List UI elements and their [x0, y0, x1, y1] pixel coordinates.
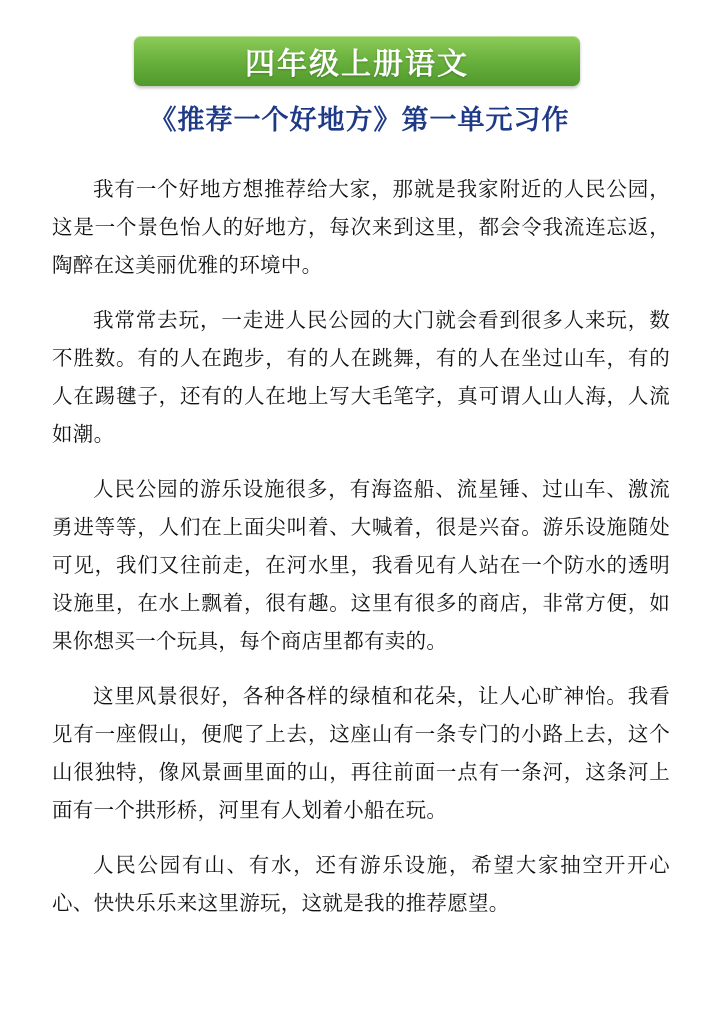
essay-paragraph-3: 人民公园的游乐设施很多，有海盗船、流星锤、过山车、激流勇进等等，人们在上面尖叫着、大喊着，很是兴奋。游乐设施随处可见，我们又往前走，在河水里，我看见有人站在一个防水的透明设施里，在水上飘着，很有趣。这里有很多的商店，非常方便，如果你想买一个玩具，每个商店里都有卖的。 [52, 477, 670, 653]
banner-title: 四年级上册语文 [245, 47, 469, 82]
essay-body [52, 170, 670, 939]
essay-paragraph-4: 这里风景很好，各种各样的绿植和花朵，让人心旷神怡。我看见有一座假山，便爬了上去，这座山有一条专门的小路上去，这个山很独特，像风景画里面的山，再往前面一点有一条河，这条河上面有一个拱形桥，河里有人划着小船在玩。 [52, 684, 670, 822]
essay-paragraph-2: 我常常去玩，一走进人民公园的大门就会看到很多人来玩，数不胜数。有的人在跑步，有的人在跳舞，有的人在坐过山车，有的人在踢毽子，还有的人在地上写大毛笔字，真可谓人山人海，人流如潮。 [52, 308, 670, 446]
essay-paragraph-5: 人民公园有山、有水，还有游乐设施，希望大家抽空开开心心、快快乐乐来这里游玩，这就是我的推荐愿望。 [52, 853, 670, 915]
title-banner [134, 36, 580, 86]
essay-paragraph-1: 我有一个好地方想推荐给大家，那就是我家附近的人民公园，这是一个景色怡人的好地方，每次来到这里，都会令我流连忘返，陶醉在这美丽优雅的环境中。 [52, 177, 670, 277]
essay-subtitle: 《推荐一个好地方》第一单元习作 [149, 105, 570, 136]
